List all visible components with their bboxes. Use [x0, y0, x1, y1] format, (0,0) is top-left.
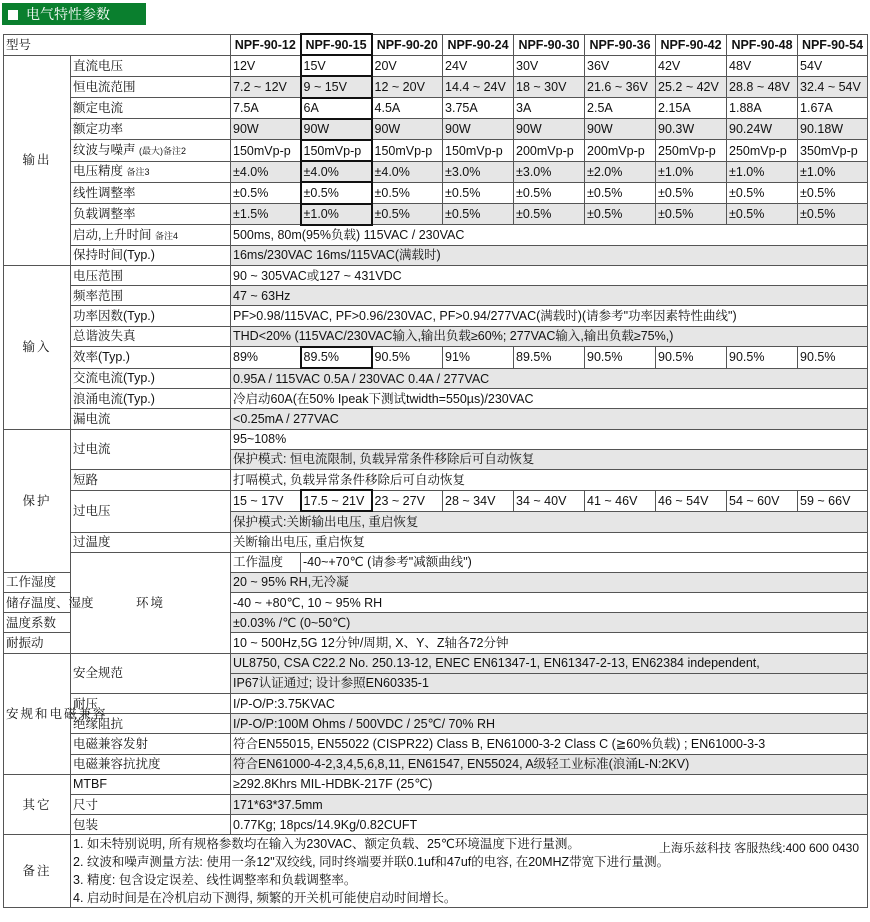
- model-header: NPF-90-12: [231, 34, 301, 55]
- value-cell: ±4.0%: [231, 161, 301, 182]
- value-cell: 350mVp-p: [798, 140, 868, 161]
- section-title: 电气特性参数: [26, 6, 110, 22]
- section-header: [2, 3, 146, 25]
- param-voltage-range: [71, 266, 231, 286]
- param-label: 效率(Typ.): [73, 350, 130, 365]
- value-cell: 2.15A: [656, 98, 727, 119]
- value-cell: 90W: [301, 119, 372, 140]
- value-cell: ±0.5%: [727, 182, 798, 203]
- value-cell: 20V: [372, 55, 443, 76]
- value-cell: ±0.5%: [798, 204, 868, 225]
- category-output: 输出: [4, 55, 71, 265]
- spec-table: [3, 33, 868, 908]
- param-ac-current: [71, 368, 231, 389]
- param-temp-coeff: [4, 613, 71, 633]
- value-cell: 3.75A: [443, 98, 514, 119]
- param-hold-up: [71, 245, 231, 265]
- param-efficiency: [71, 347, 231, 368]
- param-over-temp: [71, 532, 231, 552]
- remark-line: 1. 如未特别说明, 所有规格参数均在输入为230VAC、额定负载、25℃环境温度下进行量测。: [73, 837, 580, 852]
- param-over-voltage: [71, 490, 231, 532]
- value-span: 0.95A / 115VAC 0.5A / 230VAC 0.4A / 277VAC: [231, 368, 868, 389]
- value-cell: 34 ~ 40V: [514, 490, 585, 511]
- param-label: 包装: [73, 817, 99, 832]
- value-cell: ±0.5%: [727, 204, 798, 225]
- value-cell: 90.5%: [372, 347, 443, 368]
- param-inrush: [71, 389, 231, 409]
- value-span: 0.77Kg; 18pcs/14.9Kg/0.82CUFT: [231, 815, 868, 835]
- value-cell: 30V: [514, 55, 585, 76]
- value-span: 保护模式: 恒电流限制, 负载异常条件移除后可自动恢复: [231, 449, 868, 469]
- value-cell: 48V: [727, 55, 798, 76]
- value-cell: 17.5 ~ 21V: [301, 490, 372, 511]
- category-safety: 安规和电磁兼容: [4, 653, 71, 774]
- value-cell: 24V: [443, 55, 514, 76]
- value-span: 打嗝模式, 负载异常条件移除后可自动恢复: [231, 469, 868, 490]
- value-cell: 90W: [514, 119, 585, 140]
- category-input: 输入: [4, 266, 71, 430]
- category-remarks: 备注: [4, 835, 71, 908]
- value-cell: 18 ~ 30V: [514, 76, 585, 97]
- param-mtbf: [71, 774, 231, 794]
- param-note: 备注4: [154, 230, 178, 241]
- value-cell: ±1.5%: [231, 204, 301, 225]
- param-withstand: [71, 694, 231, 714]
- service-hotline: 上海乐兹科技 客服热线:400 600 0430: [658, 841, 860, 856]
- value-span: -40~+70℃ (请参考"减额曲线"): [301, 552, 868, 572]
- param-label: 耐振动: [6, 636, 44, 651]
- value-cell: ±2.0%: [585, 161, 656, 182]
- param-storage: [4, 593, 94, 613]
- param-label: 短路: [73, 472, 99, 487]
- param-label: 负载调整率: [73, 207, 136, 222]
- value-cell: ±0.5%: [372, 182, 443, 203]
- value-span: ≥292.8Khrs MIL-HDBK-217F (25℃): [231, 774, 868, 794]
- param-label: 保持时间(Typ.): [73, 248, 155, 263]
- param-label: 启动,上升时间: [73, 227, 152, 242]
- value-span: 关断输出电压, 重启恢复: [231, 532, 868, 552]
- value-cell: 89.5%: [301, 347, 372, 368]
- value-cell: 42V: [656, 55, 727, 76]
- category-other: 其它: [4, 774, 71, 835]
- value-cell: 32.4 ~ 54V: [798, 76, 868, 97]
- param-note: 备注3: [126, 167, 150, 178]
- value-span: 500ms, 80m(95%负载) 115VAC / 230VAC: [231, 225, 868, 246]
- param-label: 总谐波失真: [73, 329, 136, 344]
- value-cell: ±0.5%: [514, 182, 585, 203]
- param-note: (最大)备注2: [139, 146, 186, 157]
- param-rated-power: [71, 119, 231, 140]
- param-label: 电压精度: [73, 164, 124, 179]
- value-cell: 59 ~ 66V: [798, 490, 868, 511]
- value-cell: 150mVp-p: [372, 140, 443, 161]
- param-label: 额定电流: [73, 101, 124, 116]
- model-header: NPF-90-30: [514, 34, 585, 55]
- value-cell: ±0.5%: [585, 182, 656, 203]
- value-span: 冷启动60A(在50% Ipeak下测试twidth=550µs)/230VAC: [231, 389, 868, 409]
- param-short-circuit: [71, 469, 231, 490]
- category-protection: 保护: [4, 429, 71, 572]
- value-cell: 91%: [443, 347, 514, 368]
- value-cell: 9 ~ 15V: [301, 76, 372, 97]
- param-label: 电压范围: [73, 268, 124, 283]
- value-cell: ±4.0%: [301, 161, 372, 182]
- param-label: 直流电压: [73, 58, 124, 73]
- value-cell: ±3.0%: [443, 161, 514, 182]
- param-label: 耐压: [73, 696, 99, 711]
- param-emc-immunity: [71, 754, 231, 774]
- value-cell: ±0.5%: [372, 204, 443, 225]
- model-header: NPF-90-54: [798, 34, 868, 55]
- value-cell: ±0.5%: [585, 204, 656, 225]
- param-label: 绝缘阻抗: [73, 716, 124, 731]
- param-isolation: [71, 714, 231, 734]
- value-cell: ±0.5%: [514, 204, 585, 225]
- model-header: NPF-90-42: [656, 34, 727, 55]
- value-span: 符合EN61000-4-2,3,4,5,6,8,11, EN61547, EN55024, A级轻工业标准(浪涌L-N:2KV): [231, 754, 868, 774]
- param-safety-standards: [71, 653, 231, 693]
- value-cell: 150mVp-p: [301, 140, 372, 161]
- value-cell: ±0.5%: [231, 182, 301, 203]
- param-power-factor: [71, 306, 231, 326]
- model-header: NPF-90-36: [585, 34, 656, 55]
- value-cell: ±0.5%: [301, 182, 372, 203]
- value-cell: 90.5%: [656, 347, 727, 368]
- value-cell: 6A: [301, 98, 372, 119]
- value-span: 20 ~ 95% RH,无冷凝: [231, 572, 868, 592]
- value-span: 符合EN55015, EN55022 (CISPR22) Class B, EN61000-3-2 Class C (≧60%负载) ; EN61000-3-3: [231, 734, 868, 754]
- param-label: 线性调整率: [73, 185, 136, 200]
- value-cell: 89.5%: [514, 347, 585, 368]
- value-cell: ±0.5%: [443, 182, 514, 203]
- value-span: UL8750, CSA C22.2 No. 250.13-12, ENEC EN61347-1, EN61347-2-13, EN62384 independent,: [231, 653, 868, 673]
- value-cell: 200mVp-p: [514, 140, 585, 161]
- value-span: 保护模式:关断输出电压, 重启恢复: [231, 511, 868, 532]
- value-cell: 90W: [372, 119, 443, 140]
- param-thd: [71, 326, 231, 347]
- model-header: NPF-90-20: [372, 34, 443, 55]
- param-label: 纹波与噪声: [73, 143, 136, 158]
- value-span: 90 ~ 305VAC或127 ~ 431VDC: [231, 266, 868, 286]
- param-label: 电磁兼容发射: [73, 736, 149, 751]
- param-label: 浪涌电流(Typ.): [73, 391, 155, 406]
- param-load-regulation: [71, 204, 231, 225]
- value-span: THD<20% (115VAC/230VAC输入,输出负载≥60%; 277VAC输入,输出负载≥75%,): [231, 326, 868, 347]
- param-label: 温度系数: [6, 615, 57, 630]
- value-span: 95~108%: [231, 429, 868, 449]
- value-span: I/P-O/P:3.75KVAC: [231, 694, 868, 714]
- param-label: 电磁兼容抗扰度: [73, 757, 161, 772]
- value-cell: 23 ~ 27V: [372, 490, 443, 511]
- value-cell: 1.67A: [798, 98, 868, 119]
- param-label: 工作湿度: [6, 575, 57, 590]
- param-label: 储存温度、湿度: [6, 595, 94, 610]
- param-label: 过电流: [73, 442, 111, 457]
- param-emc-emission: [71, 734, 231, 754]
- value-cell: ±0.5%: [656, 204, 727, 225]
- value-span: <0.25mA / 277VAC: [231, 409, 868, 429]
- value-cell: 90.24W: [727, 119, 798, 140]
- category-environment: 环境: [71, 552, 231, 653]
- value-cell: 250mVp-p: [727, 140, 798, 161]
- value-cell: 54 ~ 60V: [727, 490, 798, 511]
- value-cell: 12 ~ 20V: [372, 76, 443, 97]
- param-label: 尺寸: [73, 797, 99, 812]
- remarks-text: [71, 835, 868, 908]
- value-cell: 1.88A: [727, 98, 798, 119]
- value-cell: 7.5A: [231, 98, 301, 119]
- value-cell: 25.2 ~ 42V: [656, 76, 727, 97]
- value-span: 10 ~ 500Hz,5G 12分钟/周期, X、Y、Z轴各72分钟: [231, 633, 868, 653]
- value-span: 16ms/230VAC 16ms/115VAC(满载时): [231, 245, 868, 265]
- value-span: 171*63*37.5mm: [231, 794, 868, 814]
- value-cell: 14.4 ~ 24V: [443, 76, 514, 97]
- param-dc-voltage: [71, 55, 231, 76]
- param-ripple: [71, 140, 231, 161]
- value-cell: 150mVp-p: [231, 140, 301, 161]
- value-cell: 90W: [443, 119, 514, 140]
- value-cell: 90.5%: [727, 347, 798, 368]
- value-cell: ±3.0%: [514, 161, 585, 182]
- value-cell: ±1.0%: [798, 161, 868, 182]
- value-cell: 250mVp-p: [656, 140, 727, 161]
- value-cell: 90.5%: [585, 347, 656, 368]
- param-line-regulation: [71, 182, 231, 203]
- param-working-temp: [231, 552, 301, 572]
- remark-line: 4. 启动时间是在冷机启动下测得, 频繁的开关机可能使启动时间增长。: [73, 891, 457, 906]
- param-label: 工作温度: [233, 555, 284, 570]
- model-header: NPF-90-15: [301, 34, 372, 55]
- param-leakage: [71, 409, 231, 429]
- value-cell: 90.3W: [656, 119, 727, 140]
- param-vibration: [4, 633, 71, 653]
- param-overload: [71, 429, 231, 469]
- value-cell: 15 ~ 17V: [231, 490, 301, 511]
- value-cell: 200mVp-p: [585, 140, 656, 161]
- value-cell: ±0.5%: [798, 182, 868, 203]
- value-cell: ±1.0%: [301, 204, 372, 225]
- param-label: 漏电流: [73, 411, 111, 426]
- value-cell: 150mVp-p: [443, 140, 514, 161]
- param-dimension: [71, 794, 231, 814]
- model-header: NPF-90-48: [727, 34, 798, 55]
- value-span: IP67认证通过; 设计参照EN60335-1: [231, 673, 868, 693]
- model-header: NPF-90-24: [443, 34, 514, 55]
- remark-line: 2. 纹波和噪声测量方法: 使用一条12"双绞线, 同时终端要并联0.1uf和47uf的电容, 在20MHZ带宽下进行量测。: [73, 855, 670, 870]
- value-cell: 12V: [231, 55, 301, 76]
- value-cell: 89%: [231, 347, 301, 368]
- value-span: I/P-O/P:100M Ohms / 500VDC / 25℃/ 70% RH: [231, 714, 868, 734]
- value-span: 47 ~ 63Hz: [231, 286, 868, 306]
- value-cell: 54V: [798, 55, 868, 76]
- value-cell: 21.6 ~ 36V: [585, 76, 656, 97]
- param-voltage-tolerance: [71, 161, 231, 182]
- param-label: 额定功率: [73, 122, 124, 137]
- value-cell: 7.2 ~ 12V: [231, 76, 301, 97]
- param-label: 交流电流(Typ.): [73, 371, 155, 386]
- value-cell: ±0.5%: [656, 182, 727, 203]
- value-cell: ±1.0%: [656, 161, 727, 182]
- param-label: 功率因数(Typ.): [73, 309, 155, 324]
- param-cc-range: [71, 76, 231, 97]
- value-cell: 36V: [585, 55, 656, 76]
- param-label: 过温度: [73, 535, 111, 550]
- value-cell: 41 ~ 46V: [585, 490, 656, 511]
- value-cell: 46 ~ 54V: [656, 490, 727, 511]
- param-setup-rise: [71, 225, 231, 246]
- param-label: 过电压: [73, 504, 111, 519]
- value-span: -40 ~ +80℃, 10 ~ 95% RH: [231, 593, 868, 613]
- value-cell: 90.5%: [798, 347, 868, 368]
- param-label: 恒电流范围: [73, 79, 136, 94]
- param-frequency: [71, 286, 231, 306]
- param-rated-current: [71, 98, 231, 119]
- param-working-humidity: [4, 572, 71, 592]
- value-cell: 2.5A: [585, 98, 656, 119]
- param-packing: [71, 815, 231, 835]
- value-cell: ±4.0%: [372, 161, 443, 182]
- value-cell: 15V: [301, 55, 372, 76]
- value-span: ±0.03% /℃ (0~50℃): [231, 613, 868, 633]
- remark-line: 3. 精度: 包含设定误差、线性调整率和负载调整率。: [73, 873, 357, 888]
- value-cell: 3A: [514, 98, 585, 119]
- value-cell: 28.8 ~ 48V: [727, 76, 798, 97]
- square-icon: [8, 10, 18, 20]
- value-cell: ±0.5%: [443, 204, 514, 225]
- value-cell: 90W: [585, 119, 656, 140]
- value-cell: 90.18W: [798, 119, 868, 140]
- value-cell: 28 ~ 34V: [443, 490, 514, 511]
- param-label: MTBF: [73, 777, 108, 792]
- value-cell: 90W: [231, 119, 301, 140]
- param-label: 安全规范: [73, 666, 124, 681]
- value-cell: 4.5A: [372, 98, 443, 119]
- param-label: 频率范围: [73, 288, 124, 303]
- value-cell: ±1.0%: [727, 161, 798, 182]
- type-label: 型号: [4, 34, 231, 55]
- value-span: PF>0.98/115VAC, PF>0.96/230VAC, PF>0.94/277VAC(满载时)(请参考"功率因素特性曲线"): [231, 306, 868, 326]
